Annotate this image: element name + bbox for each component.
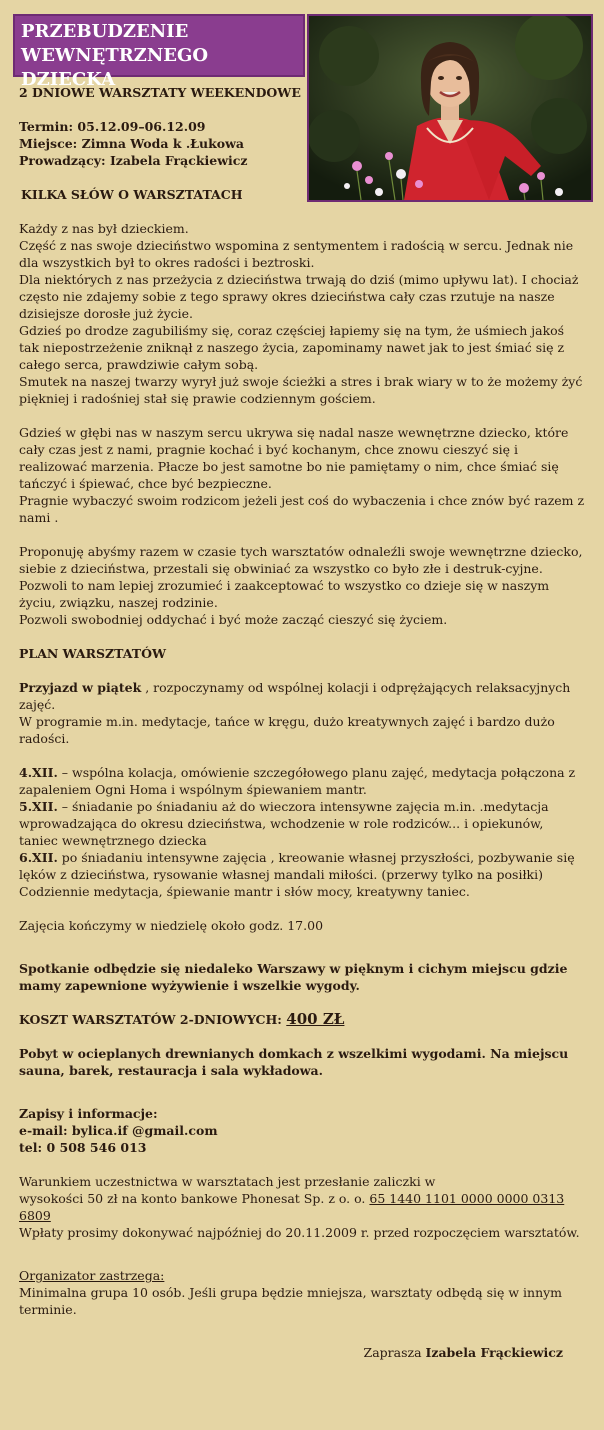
contact-phone: tel: 0 508 546 013 bbox=[19, 1140, 147, 1155]
day-3-date: 6.XII. bbox=[19, 850, 58, 865]
about-paragraph-1: Każdy z nas był dzieckiem. bbox=[19, 221, 189, 236]
signature-name: Izabela Frąckiewicz bbox=[425, 1345, 563, 1360]
payment-line-1: Warunkiem uczestnictwa w warsztatach jest przesłanie zaliczki w bbox=[19, 1174, 436, 1189]
title-line-2: WEWNĘTRZNEGO DZIECKA bbox=[21, 45, 209, 90]
bank-account-number: 65 1440 1101 0000 0000 0313 6809 bbox=[19, 1191, 565, 1223]
about-paragraph-8: Proponuję abyśmy razem w czasie tych warsztatów odnaleźli swoje wewnętrzne dziecko, siebie z dzieciństwa, przestali się obwiniać za wszystko co było złe i destruk-cyjne. bbox=[19, 544, 583, 576]
stay-paragraph: Pobyt w ocieplanych drewnianych domkach z wszelkimi wygodami. Na miejscu sauna, barek, restauracja i sala wykładowa. bbox=[19, 1046, 569, 1078]
daily-paragraph: Codziennie medytacja, śpiewanie mantr i słów mocy, kreatywny taniec. bbox=[19, 884, 470, 899]
day-3-text: po śniadaniu intensywne zajęcia , kreowanie własnej przyszłości, pozbywanie się lęków z dzieciństwa, rysowanie własnej mandali miłości. (przerwy tylko na posiłki) bbox=[19, 850, 575, 882]
day-1 bbox=[19, 764, 585, 798]
cost-value: 400 ZŁ bbox=[286, 1010, 345, 1028]
program-paragraph: W programie m.in. medytacje, tańce w kręgu, dużo kreatywnych zajęć i bardzo dużo radości. bbox=[19, 714, 555, 746]
about-paragraph-2: Część z nas swoje dzieciństwo wspomina z sentymentem i radością w sercu. Jednak nie dla wszystkich był to okres radości i beztroski. bbox=[19, 238, 574, 270]
workshop-subtitle: 2 DNIOWE WARSZTATY WEEKENDOWE bbox=[19, 85, 301, 100]
signature bbox=[19, 1344, 585, 1361]
about-paragraph-9: Pozwoli to nam lepiej zrozumieć i zaakceptować to wszystko co dzieje się w naszym życiu, związku, naszej rodzinie. bbox=[19, 578, 550, 610]
flyer-content bbox=[19, 84, 585, 1361]
about-paragraph-10: Pozwoli swobodniej oddychać i być może zacząć cieszyć się życiem. bbox=[19, 612, 448, 627]
end-paragraph: Zajęcia kończymy w niedzielę około godz. 17.00 bbox=[19, 918, 324, 933]
term-line: Termin: 05.12.09–06.12.09 bbox=[19, 119, 206, 134]
cost-label: KOSZT WARSZTATÓW 2-DNIOWYCH: bbox=[19, 1012, 287, 1027]
title-line-1: PRZEBUDZENIE bbox=[21, 21, 189, 42]
meeting-paragraph: Spotkanie odbędzie się niedaleko Warszawy w pięknym i cichym miejscu gdzie mamy zapewnione wyżywienie i wszelkie wygody. bbox=[19, 961, 568, 993]
cost-line bbox=[19, 1011, 585, 1028]
contact-heading: Zapisy i informacje: bbox=[19, 1106, 158, 1121]
arrival-bold: Przyjazd w piątek bbox=[19, 680, 142, 695]
day-2 bbox=[19, 798, 585, 849]
place-line: Miejsce: Zimna Woda k .Łukowa bbox=[19, 136, 244, 151]
signature-prefix: Zaprasza bbox=[363, 1345, 426, 1360]
day-2-text: – śniadanie po śniadaniu aż do wieczora intensywne zajęcia m.in. .medytacja wprowadzająca do okresu dzieciństwa, wchodzenie w role rodziców... i opiekunów, taniec wewnętrznego dziecka bbox=[19, 799, 549, 848]
contact-email: e-mail: bylica.if @gmail.com bbox=[19, 1123, 218, 1138]
day-1-text: – wspólna kolacja, omówienie szczegółowego planu zajęć, medytacja połączona z zapaleniem Ogni Homa i wspólnym śpiewaniem mantr. bbox=[19, 765, 576, 797]
arrival-paragraph bbox=[19, 679, 585, 713]
leader-line: Prowadzący: Izabela Frąckiewicz bbox=[19, 153, 248, 168]
payment-line-2-prefix: wysokości 50 zł na konto bankowe Phonesat Sp. z o. o. bbox=[19, 1191, 370, 1206]
about-paragraph-7: Pragnie wybaczyć swoim rodzicom jeżeli jest coś do wybaczenia i chce znów być razem z nami . bbox=[19, 493, 585, 525]
organizer-heading: Organizator zastrzega: bbox=[19, 1268, 165, 1283]
day-3 bbox=[19, 849, 585, 883]
arrival-text: , rozpoczynamy od wspólnej kolacji i odprężających relaksacyjnych zajęć. bbox=[19, 680, 571, 712]
plan-heading: PLAN WARSZTATÓW bbox=[19, 646, 167, 661]
organizer-text: Minimalna grupa 10 osób. Jeśli grupa będzie mniejsza, warsztaty odbędą się w innym terminie. bbox=[19, 1285, 563, 1317]
payment-line-3: Wpłaty prosimy dokonywać najpóźniej do 20.11.2009 r. przed rozpoczęciem warsztatów. bbox=[19, 1225, 580, 1240]
about-heading: KILKA SŁÓW O WARSZTATACH bbox=[21, 187, 243, 202]
about-paragraph-5: Smutek na naszej twarzy wyrył już swoje ścieżki a stres i brak wiary w to że możemy żyć piękniej i radośniej stał się prawie codziennym gościem. bbox=[19, 374, 583, 406]
day-1-date: 4.XII. bbox=[19, 765, 58, 780]
title-banner bbox=[13, 14, 305, 90]
payment-line-2 bbox=[19, 1190, 585, 1224]
about-paragraph-6: Gdzieś w głębi nas w naszym sercu ukrywa się nadal nasze wewnętrzne dziecko, które cały czas jest z nami, pragnie kochać i być kochanym, chce znowu cieszyć się i realizować marzenia. Płacze bo jest samotne bo nie pamiętamy o nim, chce śmiać się tańczyć i śpiewać, chce być bezpieczne. bbox=[19, 425, 569, 491]
about-paragraph-3: Dla niektórych z nas przeżycia z dzieciństwa trwają do dziś (mimo upływu lat). I chociaż często nie zdajemy sobie z tego sprawy okres dzieciństwa cały czas rzutuje na nasze dzisiejsze dorosłe już życie. bbox=[19, 272, 579, 321]
day-2-date: 5.XII. bbox=[19, 799, 58, 814]
about-paragraph-4: Gdzieś po drodze zagubiliśmy się, coraz częściej łapiemy się na tym, że uśmiech jakoś tak niepostrzeżenie zniknął z naszego życia, zapominamy nawet jak to jest śmiać się z całego serca, prawdziwie całym sobą. bbox=[19, 323, 565, 372]
